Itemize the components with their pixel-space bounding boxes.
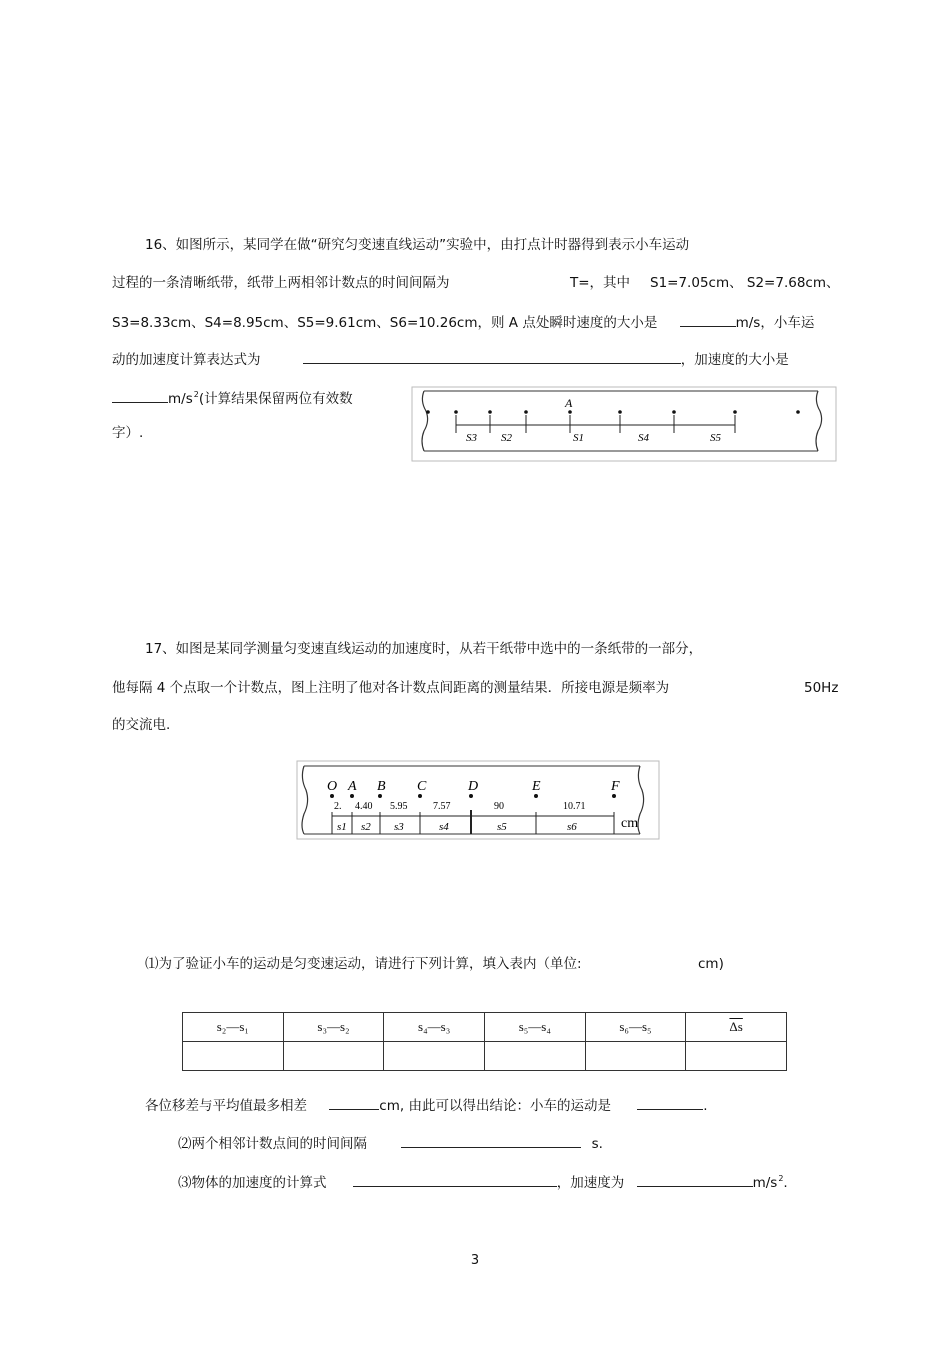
q17-line-2: 他每隔 4 个点取一个计数点，图上注明了他对各计数点间距离的测量结果．所接电源是频率为 50Hz [112,680,839,696]
table-header-cell: s₃—s₂ [283,1013,384,1042]
q16-velocity-blank[interactable] [680,312,736,327]
q17-motion-type-blank[interactable] [637,1095,703,1110]
q17-point-label: C [417,779,427,794]
q17-line-3: 的交流电. [112,717,171,733]
q17-segment-label: s5 [497,821,507,833]
q17-max-difference-blank[interactable] [329,1095,379,1110]
q16-line-5: $m/s^2$(计算结果保留两位有效数 [112,386,353,408]
q17-part2-line: ⑵两个相邻计数点间的时间间隔 s. [178,1133,603,1153]
answer-cell[interactable] [384,1042,485,1071]
q17-point-label: F [611,779,620,794]
q16-segment-label: S5 [710,432,721,444]
q16-line-4: 动的加速度计算表达式为 ，加速度的大小是 [112,349,789,369]
page-number: 3 [470,1253,480,1268]
q17-part1-line: ⑴为了验证小车的运动是匀变速运动，请进行下列计算，填入表内（单位: cm) [145,956,724,972]
q17-segment-label: s4 [439,821,449,833]
q17-distance-label: 7.57 [433,801,451,812]
table-header-cell: $\overline{\Delta s}$ [686,1013,787,1042]
answer-cell[interactable] [283,1042,384,1071]
answer-cell[interactable] [183,1042,284,1071]
q17-unit-label: cm [621,816,639,831]
table-header-cell: s₅—s₄ [484,1013,585,1042]
q17-segment-label: s6 [567,821,577,833]
q17-distance-label: 4.40 [355,801,373,812]
q17-line-1: 17、如图是某同学测量匀变速直线运动的加速度时，从若干纸带中选中的一条纸带的一部分， [145,641,703,657]
q17-point-label: O [327,779,338,794]
q16-line-3: S3=8.33cm、S4=8.95cm、S5=9.61cm、S6=10.26cm，则 A 点处瞬时速度的大小是 m/s，小车运 [112,312,814,332]
answer-cell[interactable] [686,1042,787,1071]
q16-line-2-text: 过程的一条清晰纸带，纸带上两相邻计数点的时间间隔为 [112,275,450,291]
answer-cell[interactable] [585,1042,686,1071]
q17-distance-label: 5.95 [390,801,408,812]
q16-expression-blank[interactable] [303,349,681,364]
q17-tape-figure [296,760,660,840]
q17-frequency: 50Hz [804,680,839,696]
q16-s-values-1: S1=7.05cm、 S2=7.68cm、 [650,275,840,291]
q16-segment-label: S1 [573,432,584,444]
answer-cell[interactable] [484,1042,585,1071]
q16-line-6: 字）. [112,425,144,441]
q17-conclusion-line: 各位移差与平均值最多相差 cm, 由此可以得出结论：小车的运动是 . [145,1095,708,1115]
q17-segment-label: s3 [394,821,404,833]
q17-distance-label: 2. [334,801,342,812]
q16-line-2 [112,274,842,292]
table-header-cell: s₄—s₃ [384,1013,485,1042]
q17-part1-unit: cm) [698,956,724,972]
q17-acceleration-formula-blank[interactable] [353,1172,557,1187]
q16-tape-figure [410,385,838,463]
q17-part3-line: ⑶物体的加速度的计算式 ，加速度为 $m/s^2$. [178,1174,788,1191]
q17-point-label: A [348,779,357,794]
q17-point-label: D [468,779,479,794]
q17-point-label: B [377,779,386,794]
q17-acceleration-value-blank[interactable] [637,1172,753,1187]
q17-segment-label: s1 [337,821,347,833]
q16-point-a-label: A [565,396,573,410]
q17-segment-label: s2 [361,821,371,833]
table-header-row [183,1013,787,1042]
q16-segment-label: S4 [638,432,649,444]
q16-segment-label: S3 [466,432,477,444]
table-header-cell: s₆—s₅ [585,1013,686,1042]
displacement-difference-table [182,1012,787,1071]
q17-distance-label: 90 [494,801,504,812]
table-answer-row [183,1042,787,1071]
q16-acceleration-blank[interactable] [112,388,168,403]
q17-point-label: E [532,779,541,794]
q16-line-1: 16、如图所示，某同学在做“研究匀变速直线运动”实验中，由打点计时器得到表示小车运动 [145,237,690,253]
q17-distance-label: 10.71 [563,801,586,812]
table-header-cell: s₂—s₁ [183,1013,284,1042]
q16-segment-label: S2 [501,432,512,444]
q17-time-interval-blank[interactable] [401,1133,581,1148]
q16-period-label: T=，其中 [570,275,631,291]
